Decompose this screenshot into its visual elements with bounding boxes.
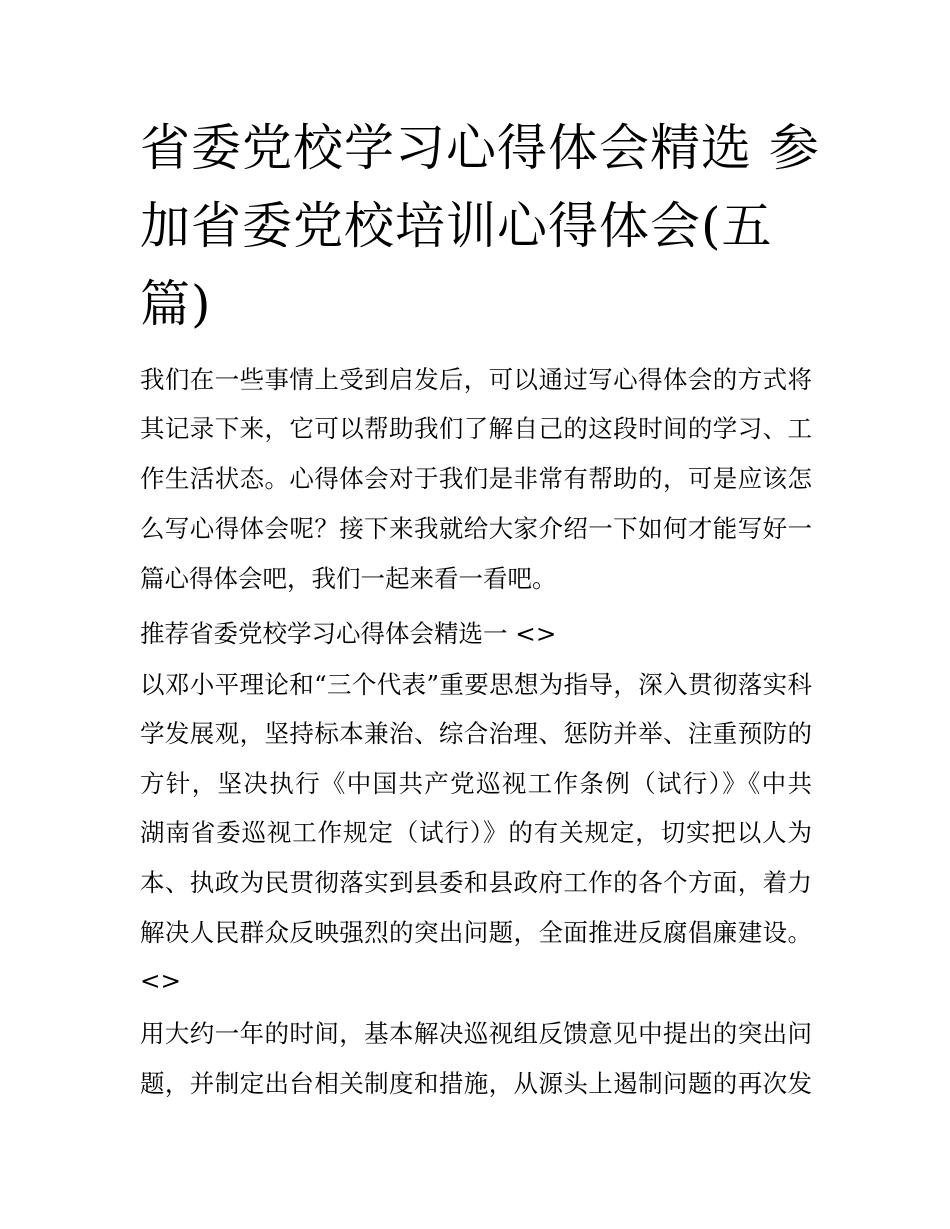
para1-line-2: 学发展观，坚持标本兼治、综合治理、惩防并举、注重预防的 xyxy=(140,719,812,748)
para2-line-2: 题，并制定出台相关制度和措施，从源头上遏制问题的再次发 xyxy=(140,1069,812,1098)
para1-line-6: 解决人民群众反映强烈的突出问题，全面推进反腐倡廉建设。 xyxy=(140,918,812,947)
document-title-line-3: 篇) xyxy=(140,275,212,333)
section-heading: 推荐省委党校学习心得体会精选一 <> xyxy=(140,619,557,648)
intro-line-4: 么写心得体会呢？接下来我就给大家介绍一下如何才能写好一 xyxy=(140,514,812,543)
intro-line-2: 其记录下来，它可以帮助我们了解自己的这段时间的学习、工 xyxy=(140,414,812,443)
para1-line-7: <> xyxy=(140,966,182,995)
para1-line-3: 方针，坚决执行《中国共产党巡视工作条例（试行）》《中共 xyxy=(140,769,812,798)
document-title-line-1: 省委党校学习心得体会精选 参 xyxy=(140,119,820,177)
para2-line-1: 用大约一年的时间，基本解决巡视组反馈意见中提出的突出问 xyxy=(140,1019,812,1048)
intro-line-1: 我们在一些事情上受到启发后，可以通过写心得体会的方式将 xyxy=(140,365,812,394)
para1-line-5: 本、执政为民贯彻落实到县委和县政府工作的各个方面，着力 xyxy=(140,868,812,897)
document-title-line-2: 加省委党校培训心得体会(五 xyxy=(140,197,773,255)
para1-line-4: 湖南省委巡视工作规定（试行）》的有关规定，切实把以人为 xyxy=(140,818,812,847)
para1-line-1: 以邓小平理论和“三个代表”重要思想为指导，深入贯彻落实科 xyxy=(140,670,812,699)
intro-line-3: 作生活状态。心得体会对于我们是非常有帮助的，可是应该怎 xyxy=(140,464,812,493)
intro-line-5: 篇心得体会吧，我们一起来看一看吧。 xyxy=(140,564,557,593)
